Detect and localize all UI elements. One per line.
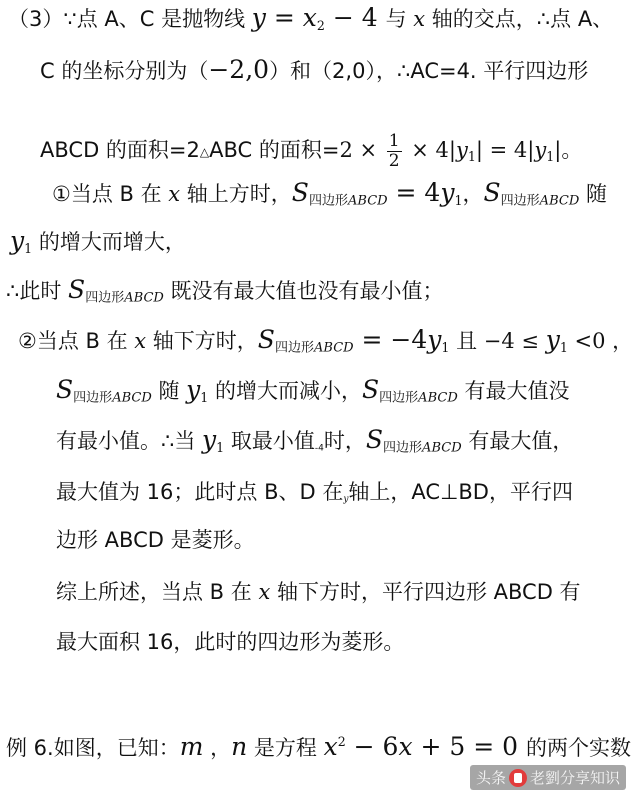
math-s: S — [361, 375, 380, 404]
text: ABCD 的面积=2 — [40, 138, 200, 162]
text-line-13 — [56, 627, 404, 657]
math-subscript-abcd: ABCD — [422, 440, 462, 456]
text: （3）∵点 A、C 是抛物线 — [8, 7, 252, 31]
text: 与 — [385, 7, 414, 31]
text: 最大值为 16；此时点 B、D 在 — [56, 480, 344, 504]
math-point: −2,0 — [208, 55, 270, 84]
fraction-denominator: 2 — [388, 150, 400, 171]
math-s: S — [257, 325, 275, 354]
text: 边形 ABCD 是菱形。 — [56, 528, 255, 552]
math-subscript: 1 — [467, 148, 476, 164]
math-y: y — [427, 325, 442, 354]
math-subscript-cn: 四边形 — [383, 440, 423, 456]
small-var-y: y — [343, 494, 349, 505]
text-line-2 — [40, 55, 588, 85]
math-subscript-abcd: ABCD — [347, 193, 388, 209]
text: 最大面积 16，此时的四边形为菱形。 — [56, 630, 405, 654]
math-subscript-abcd: ABCD — [112, 390, 152, 406]
text: 轴下方时，平行四边形 ABCD 有 — [270, 580, 581, 604]
math-x: x — [302, 3, 317, 32]
math-x: x — [323, 731, 338, 761]
math-subscript-cn: 四边形 — [274, 340, 314, 356]
math-subscript-abcd: ABCD — [124, 290, 164, 306]
math-y: y — [440, 178, 455, 207]
math-subscript: 1 — [559, 339, 568, 355]
text: 轴上方时， — [180, 182, 292, 206]
fraction-one-half — [387, 132, 402, 171]
text-line-1 — [8, 3, 613, 33]
math-subscript-abcd: ABCD — [539, 193, 580, 209]
math-term: 2 × — [339, 138, 384, 162]
math-minus-four: − 4 — [324, 3, 386, 32]
math-inequality: <0 ， — [567, 329, 634, 353]
var-x: x — [413, 7, 426, 31]
text: 例 6.如图，已知： — [6, 735, 180, 760]
math-subscript-cn: 四边形 — [85, 290, 125, 306]
text: 随 — [579, 182, 607, 206]
math-subscript: 1 — [441, 339, 450, 355]
math-subscript: 1 — [546, 148, 555, 164]
math-abs-open: |y — [448, 138, 468, 162]
text: 是方程 — [247, 735, 324, 760]
text: 取最小值 — [224, 429, 315, 453]
text: ， — [462, 182, 484, 206]
text: 的增大而增大， — [32, 230, 186, 254]
text: 时， — [323, 429, 366, 453]
text: 的两个实数 — [526, 735, 632, 760]
small-value: -4 — [314, 443, 324, 454]
math-s: S — [365, 425, 383, 454]
math-subscript: 2 — [316, 17, 325, 33]
math-x: x — [398, 731, 413, 761]
math-y: y — [10, 226, 25, 255]
math-subscript-cn: 四边形 — [308, 193, 348, 209]
text: 有最小值。∴当 — [56, 429, 203, 453]
fraction-numerator: 1 — [388, 130, 400, 151]
watermark — [470, 765, 626, 790]
var-x: x — [168, 182, 181, 206]
math-subscript-cn: 四边形 — [73, 390, 113, 406]
text: C 的坐标分别为（ — [40, 59, 209, 83]
math-y: y — [202, 425, 217, 454]
watermark-brand: 头条 — [475, 769, 506, 787]
text: ）和（2,0），∴AC=4. 平行四边形 — [269, 59, 589, 83]
text-line-8 — [56, 375, 569, 405]
text-line-12 — [56, 577, 581, 607]
triangle-symbol: △ — [199, 144, 210, 159]
text: 既没有最大值也没有最小值； — [163, 279, 444, 303]
text-line-6 — [6, 275, 444, 305]
text-line-5 — [10, 226, 186, 256]
text: 有最大值没 — [457, 379, 570, 403]
math-subscript-abcd: ABCD — [313, 340, 354, 356]
text-line-9 — [56, 425, 573, 455]
math-subscript-abcd: ABCD — [418, 390, 458, 406]
text: 有最大值， — [461, 429, 574, 453]
math-subscript-cn: 四边形 — [500, 193, 540, 209]
text: ∴此时 — [6, 279, 69, 303]
math-y: y — [251, 3, 266, 32]
math-n: n — [231, 731, 248, 761]
toutiao-logo-icon — [509, 769, 527, 787]
text: 轴下方时， — [146, 329, 258, 353]
math-term: = 4 — [482, 138, 528, 162]
math-term: = −4 — [353, 325, 428, 354]
text: ， — [203, 735, 232, 760]
math-m: m — [179, 731, 204, 761]
text: 随 — [151, 379, 187, 403]
text-line-4 — [52, 178, 607, 208]
math-s: S — [483, 178, 501, 207]
watermark-author: 老劉分享知识 — [529, 769, 620, 787]
math-abs-open: |y — [527, 138, 547, 162]
math-term: + 5 = 0 — [412, 731, 527, 761]
math-subscript: 1 — [454, 192, 463, 208]
math-term: × 4 — [404, 138, 449, 162]
math-s: S — [68, 275, 86, 304]
text-line-7 — [18, 325, 633, 355]
math-abs-close: | — [475, 138, 483, 162]
text: ②当点 B 在 — [18, 329, 135, 353]
text-line-10 — [56, 477, 573, 507]
math-equals: = — [265, 3, 303, 32]
text: 轴的交点，∴点 A、 — [425, 7, 614, 31]
math-superscript: 2 — [337, 734, 346, 749]
math-term: = 4 — [387, 178, 441, 207]
text-line-3 — [40, 128, 582, 172]
math-y: y — [545, 325, 560, 354]
text-line-14 — [6, 727, 632, 761]
text-line-11 — [56, 525, 255, 555]
math-subscript: 1 — [200, 389, 209, 405]
math-subscript: 1 — [216, 439, 225, 455]
text: ABC 的面积= — [209, 138, 340, 162]
math-term: − 6 — [345, 731, 399, 761]
var-x: x — [258, 580, 271, 604]
math-inequality: 且 −4 ≤ — [449, 329, 546, 353]
var-x: x — [134, 329, 147, 353]
math-s: S — [56, 375, 74, 404]
math-abs-close: | — [554, 138, 562, 162]
text: 综上所述，当点 B 在 — [56, 580, 259, 604]
text: 轴上，AC⊥BD，平行四 — [348, 480, 573, 504]
math-subscript-cn: 四边形 — [379, 390, 419, 406]
text: ①当点 B 在 — [52, 182, 169, 206]
math-y: y — [186, 375, 201, 404]
text: 的增大而减小， — [208, 379, 362, 403]
math-s: S — [291, 178, 309, 207]
math-subscript: 1 — [24, 240, 33, 256]
text: 。 — [561, 138, 583, 162]
